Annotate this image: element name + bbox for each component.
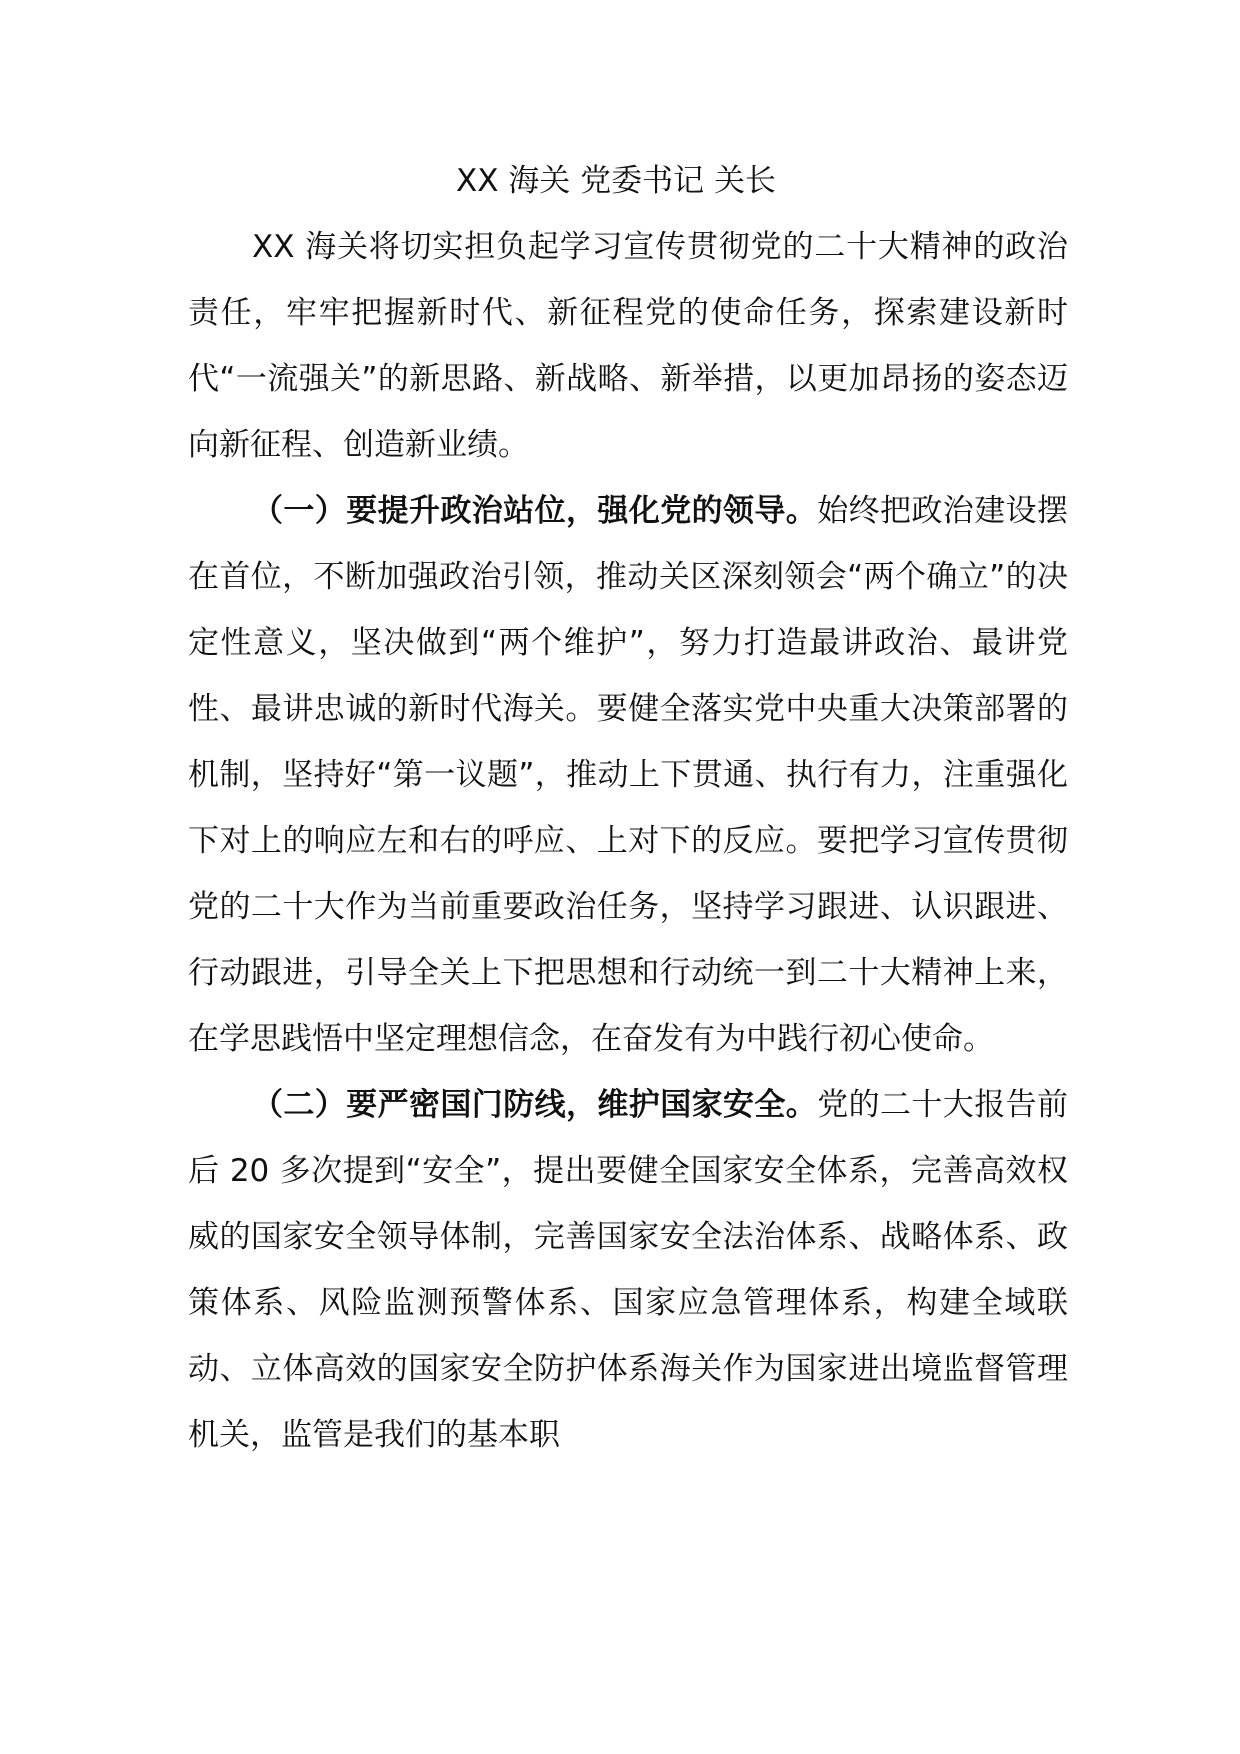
- section-2-paragraph: [188, 1072, 1068, 1468]
- section-2-body: 党的二十大报告前后 20 多次提到“安全”，提出要健全国家安全体系，完善高效权威的国家安全领导体制，完善国家安全法治体系、战略体系、政策体系、风险监测预警体系、国家应急管理体系，构建全域联动、立体高效的国家安全防护体系海关作为国家进出境监督管理机关，监管是我们的基本职: [188, 1087, 1069, 1453]
- intro-paragraph: [188, 214, 1068, 478]
- document-body: [188, 148, 1068, 1468]
- section-1-heading: （一）要提升政治站位，强化党的领导。: [252, 493, 818, 529]
- section-1-paragraph: [188, 478, 1068, 1072]
- intro-text: XX 海关将切实担负起学习宣传贯彻党的二十大精神的政治责任，牢牢把握新时代、新征程党的使命任务，探索建设新时代“一流强关”的新思路、新战略、新举措，以更加昂扬的姿态迈向新征程、创造新业绩。: [188, 229, 1068, 463]
- section-2-heading: （二）要严密国门防线，维护国家安全。: [252, 1087, 818, 1123]
- section-1-body: 始终把政治建设摆在首位，不断加强政治引领，推动关区深刻领会“两个确立”的决定性意义，坚决做到“两个维护”，努力打造最讲政治、最讲党性、最讲忠诚的新时代海关。要健全落实党中央重大决策部署的机制，坚持好“第一议题”，推动上下贯通、执行有力，注重强化下对上的响应左和右的呼应、上对下的反应。要把学习宣传贯彻党的二十大作为当前重要政治任务，坚持学习跟进、认识跟进、行动跟进，引导全关上下把思想和行动统一到二十大精神上来，在学思践悟中坚定理想信念，在奋发有为中践行初心使命。: [188, 493, 1069, 1057]
- document-title: XX 海关 党委书记 关长: [455, 163, 777, 199]
